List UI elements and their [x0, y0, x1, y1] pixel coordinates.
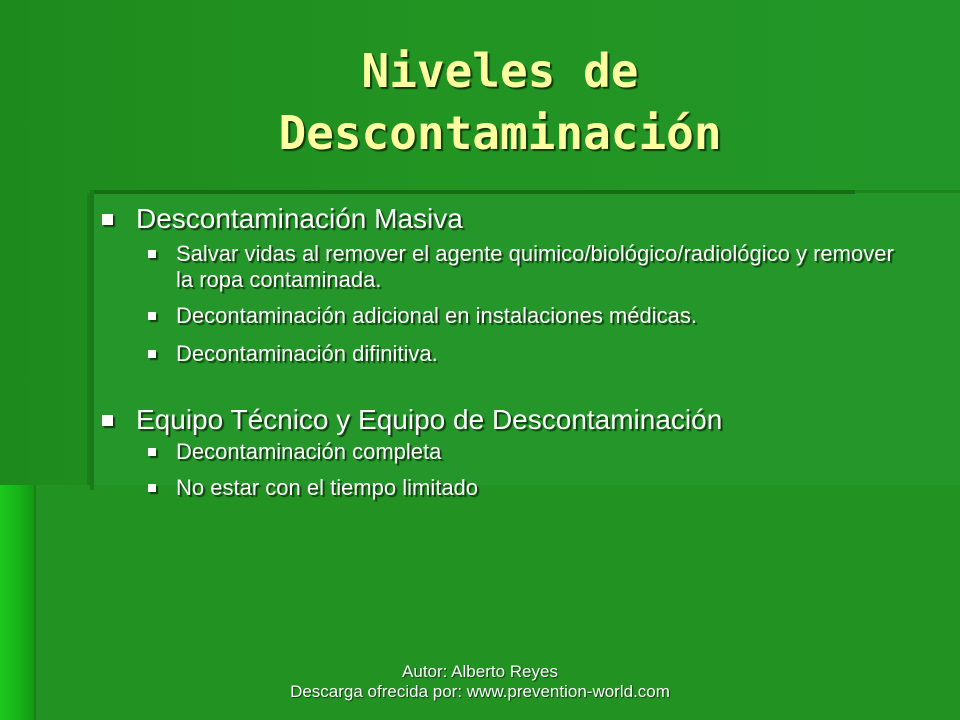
sub-bullet-item	[100, 475, 900, 501]
sub-bullet-text: Salvar vidas al remover el agente quimico/biológico/radiológico y remover la ropa contaminada.	[176, 241, 894, 292]
square-bullet-icon	[148, 350, 156, 358]
background-panel-edge-vertical	[90, 190, 94, 490]
sub-bullet-item	[100, 303, 900, 329]
bullet-heading-text: Descontaminación Masiva	[136, 203, 463, 234]
bullet-heading-text: Equipo Técnico y Equipo de Descontaminación	[136, 404, 723, 435]
slide-title	[120, 40, 880, 164]
bullet-heading-descontaminacion-masiva	[100, 202, 900, 236]
slide-title-line-2: Descontaminación	[278, 106, 722, 160]
slide-body	[100, 200, 900, 501]
sub-bullet-item	[100, 241, 900, 293]
square-bullet-icon	[148, 312, 156, 320]
slide-footer	[230, 662, 730, 702]
square-bullet-icon	[102, 214, 113, 225]
sub-bullet-item	[100, 439, 900, 465]
square-bullet-icon	[148, 448, 156, 456]
background-left-strip	[0, 485, 38, 720]
sub-bullet-text: Decontaminación completa	[176, 439, 442, 464]
sub-bullet-text: Decontaminación adicional en instalaciones médicas.	[176, 303, 697, 328]
square-bullet-icon	[148, 250, 156, 258]
footer-author: Autor: Alberto Reyes	[402, 662, 558, 681]
bullet-heading-equipo-tecnico	[100, 403, 900, 437]
sub-bullet-item	[100, 341, 900, 367]
square-bullet-icon	[102, 415, 113, 426]
slide-title-line-1: Niveles de	[361, 44, 639, 98]
footer-download-credit: Descarga ofrecida por: www.prevention-world.com	[290, 682, 670, 701]
sub-bullet-text: Decontaminación difinitiva.	[176, 341, 438, 366]
sub-bullet-text: No estar con el tiempo limitado	[176, 475, 479, 500]
square-bullet-icon	[148, 484, 156, 492]
background-panel-edge	[90, 190, 855, 194]
